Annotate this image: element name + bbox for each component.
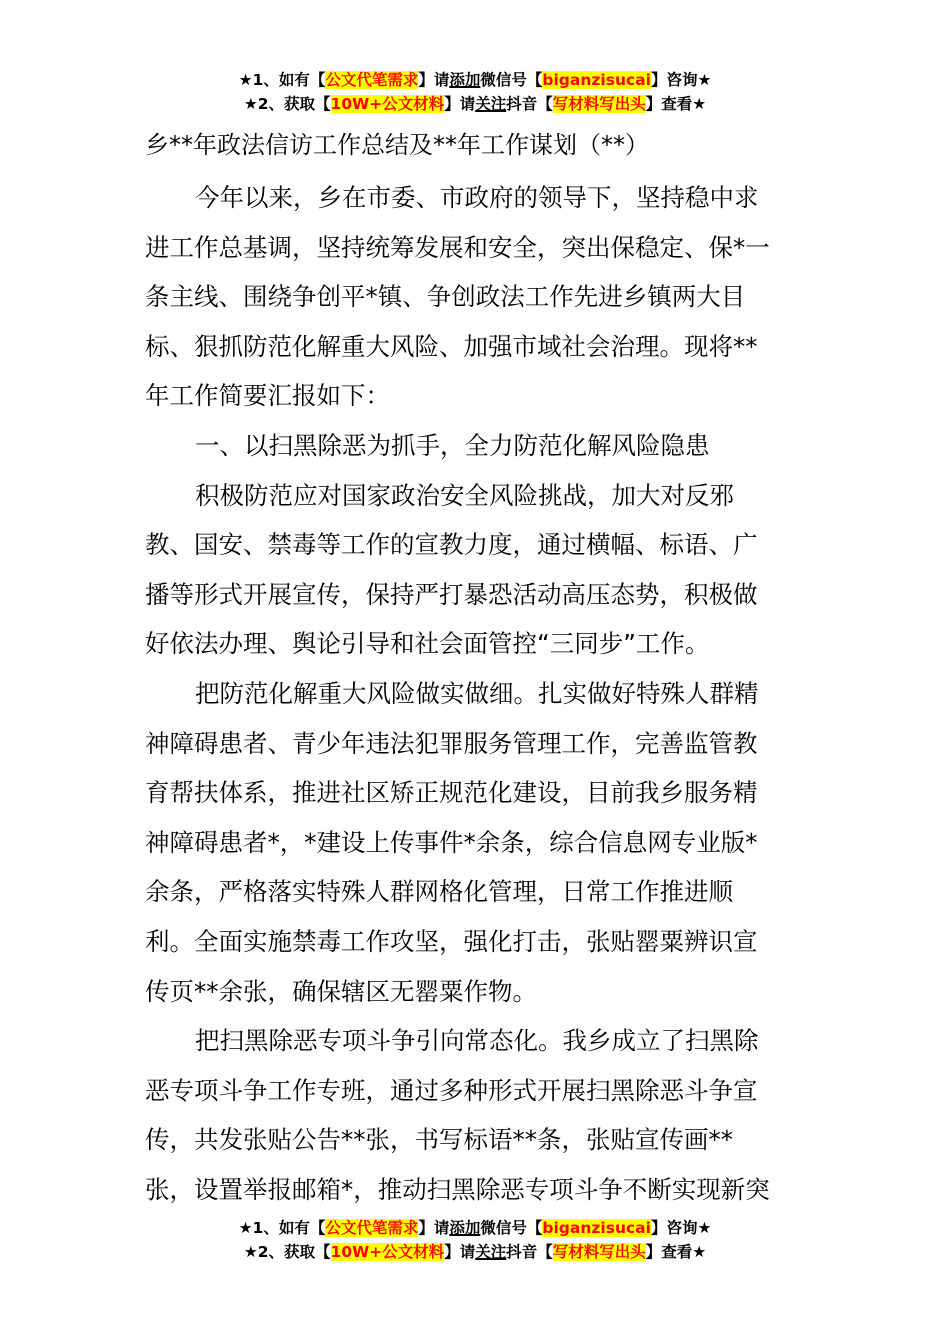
promo-highlight: 写材料写出头	[552, 1243, 646, 1261]
paragraph-line: 教、国安、禁毒等工作的宣教力度，通过横幅、标语、广	[145, 530, 758, 560]
promo-text: ★2、获取【	[243, 95, 331, 113]
promo-highlight: 10W+公文材料	[330, 1243, 445, 1261]
promo-text: ★1、如有【	[238, 71, 326, 89]
paragraph-line: 张，设置举报邮箱*，推动扫黑除恶专项斗争不断实现新突	[145, 1174, 770, 1204]
paragraph-line: 恶专项斗争工作专班，通过多种形式开展扫黑除恶斗争宣	[145, 1075, 758, 1105]
promo-text: 】请	[418, 71, 450, 89]
paragraph-line: 条主线、围绕争创平*镇、争创政法工作先进乡镇两大目	[145, 282, 746, 312]
promo-text: 】查看★	[645, 1243, 707, 1261]
promo-text: 】查看★	[645, 95, 707, 113]
promo-text: ★2、获取【	[243, 1243, 331, 1261]
promo-text: 】咨询★	[650, 71, 712, 89]
section-heading: 一、以扫黑除恶为抓手，全力防范化解风险隐患	[195, 430, 710, 460]
paragraph-line: 进工作总基调，坚持统筹发展和安全，突出保稳定、保*一	[145, 232, 770, 262]
promo-line-2	[0, 92, 950, 116]
promo-line-2	[0, 1240, 950, 1264]
paragraph-line: 神障碍患者、青少年违法犯罪服务管理工作，完善监管教	[145, 728, 758, 758]
paragraph-line: 今年以来，乡在市委、市政府的领导下，坚持稳中求	[195, 183, 759, 212]
promo-text: ★1、如有【	[238, 1219, 326, 1237]
paragraph-line: 余条，严格落实特殊人群网格化管理，日常工作推进顺	[145, 877, 733, 907]
paragraph-line: 年工作简要汇报如下：	[145, 381, 390, 411]
promo-highlight: 公文代笔需求	[325, 71, 419, 89]
promo-text: 】请	[444, 95, 476, 113]
document-title: 乡**年政法信访工作总结及**年工作谋划（**）	[145, 131, 649, 159]
bottom-promo-banner	[0, 1216, 950, 1264]
promo-underlined: 关注	[475, 95, 507, 113]
document-body	[145, 125, 810, 1214]
paragraph-line: 播等形式开展宣传，保持严打暴恐活动高压态势，积极做	[145, 579, 758, 609]
promo-line-1	[0, 1216, 950, 1240]
top-promo-banner	[0, 68, 950, 116]
paragraph-line: 传，共发张贴公告**张，书写标语**条，张贴宣传画**	[145, 1125, 733, 1155]
promo-highlight: biganzisucai	[542, 1219, 651, 1237]
promo-text: 抖音【	[506, 1243, 553, 1261]
paragraph-line: 把扫黑除恶专项斗争引向常态化。我乡成立了扫黑除	[195, 1026, 759, 1056]
paragraph-line: 育帮扶体系，推进社区矫正规范化建设，目前我乡服务精	[145, 778, 758, 808]
paragraph-line: 好依法办理、舆论引导和社会面管控“三同步”工作。	[145, 629, 710, 659]
promo-highlight: 公文代笔需求	[325, 1219, 419, 1237]
promo-underlined: 关注	[475, 1243, 507, 1261]
promo-text: 】请	[418, 1219, 450, 1237]
paragraph-line: 传页**余张，确保辖区无罂粟作物。	[145, 976, 537, 1006]
promo-line-1	[0, 68, 950, 92]
promo-highlight: 写材料写出头	[552, 95, 646, 113]
promo-text: 微信号【	[480, 1219, 543, 1237]
paragraph-line: 神障碍患者*，*建设上传事件*余条，综合信息网专业版*	[145, 827, 758, 857]
promo-text: 抖音【	[506, 95, 553, 113]
promo-text: 微信号【	[480, 71, 543, 89]
paragraph-line: 积极防范应对国家政治安全风险挑战，加大对反邪	[195, 480, 734, 510]
promo-underlined: 添加	[449, 71, 481, 89]
promo-highlight: 10W+公文材料	[330, 95, 445, 113]
promo-underlined: 添加	[449, 1219, 481, 1237]
promo-text: 】咨询★	[650, 1219, 712, 1237]
paragraph-line: 标、狠抓防范化解重大风险、加强市域社会治理。现将**	[145, 331, 758, 361]
promo-text: 】请	[444, 1243, 476, 1261]
promo-highlight: biganzisucai	[542, 71, 651, 89]
paragraph-line: 利。全面实施禁毒工作攻坚，强化打击，张贴罂粟辨识宣	[145, 926, 758, 956]
paragraph-line: 把防范化解重大风险做实做细。扎实做好特殊人群精	[195, 678, 759, 708]
